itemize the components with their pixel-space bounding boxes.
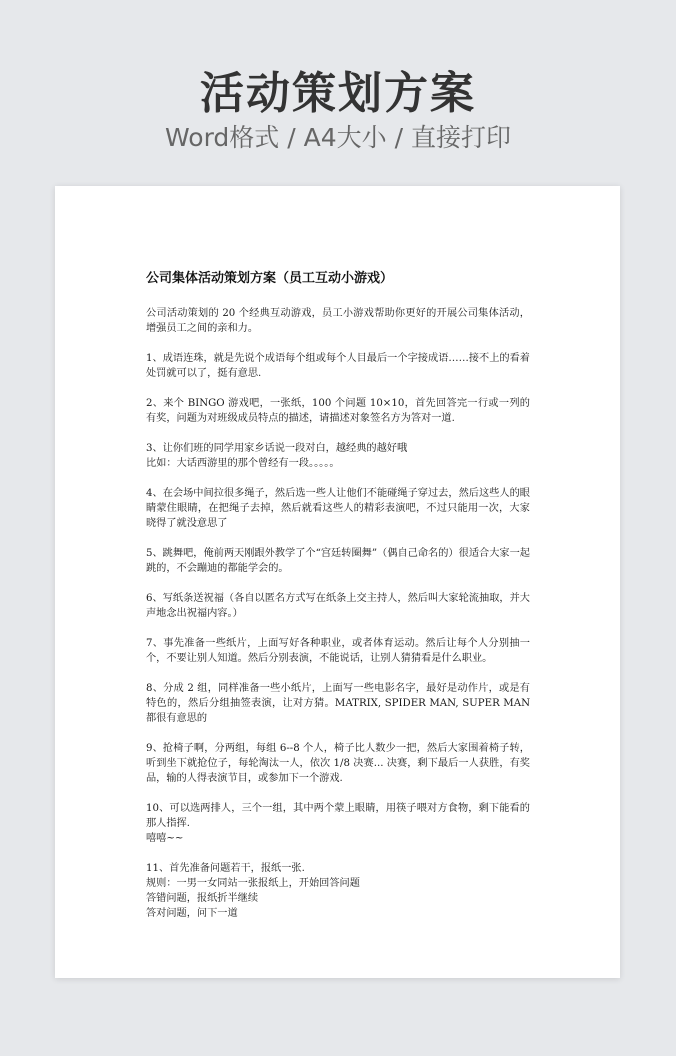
document-sheet: [55, 186, 620, 978]
paragraph-line: 公司活动策划的 20 个经典互动游戏，员工小游戏帮助你更好的开展公司集体活动，增强员工之间的亲和力。: [146, 308, 530, 334]
paragraph-item-9: [146, 741, 530, 786]
paragraph-item-1: [146, 351, 530, 381]
paragraph-line: 2、来个 BINGO 游戏吧，一张纸，100 个问题 10×10，首先回答完一行或一列的有奖，问题为对班级成员特点的描述，请描述对象签名方为答对一道.: [146, 398, 530, 424]
paragraph-line: 4、在会场中间拉很多绳子，然后选一些人让他们不能碰绳子穿过去，然后这些人的眼睛蒙住眼睛，在把绳子去掉，然后就看这些人的精彩表演吧，不过只能用一次，大家晓得了就没意思了: [146, 488, 530, 529]
paragraph-line: 8、分成 2 组，同样准备一些小纸片，上面写一些电影名字，最好是动作片，或是有特色的，然后分组抽签表演，让对方猜。MATRIX, SPIDER MAN, SUPER MAN 都很有意思的: [146, 683, 530, 724]
document-content: [146, 270, 530, 936]
paragraph-item-10: [146, 801, 530, 846]
paragraph-line: 答对问题，问下一道: [146, 908, 238, 919]
document-heading: 公司集体活动策划方案（员工互动小游戏）: [146, 271, 394, 286]
paragraph-line: 11、首先准备问题若干，报纸一张.: [146, 863, 305, 874]
page-title: 活动策划方案: [200, 68, 476, 119]
paragraph-intro: [146, 306, 530, 336]
paragraph-line: 1、成语连珠，就是先说个成语每个组或每个人目最后一个字接成语……接不上的看着处罚就可以了，挺有意思.: [146, 353, 530, 379]
paragraph-line: 10、可以选两排人，三个一组，其中两个蒙上眼睛，用筷子喂对方食物，剩下能看的那人指挥.: [146, 803, 530, 829]
paragraph-line: 规则：一男一女同站一张报纸上，开始回答问题: [146, 878, 360, 889]
paragraph-item-2: [146, 396, 530, 426]
paragraph-line: 7、事先准备一些纸片，上面写好各种职业，或者体育运动。然后让每个人分别抽一个，不要让别人知道。然后分别表演，不能说话，让别人猜猜看是什么职业。: [146, 638, 530, 664]
paragraph-item-11: [146, 861, 530, 921]
paragraph-item-8: [146, 681, 530, 726]
paragraph-item-6: [146, 591, 530, 621]
paragraph-line: 比如：大话西游里的那个曾经有一段。。。。。: [146, 458, 340, 469]
paragraph-item-5: [146, 546, 530, 576]
paragraph-item-4: [146, 486, 530, 531]
paragraph-item-3: [146, 441, 530, 471]
page-subtitle: Word格式 / A4大小 / 直接打印: [165, 123, 511, 152]
paragraph-line: 嘻嘻~~: [146, 833, 184, 844]
paragraph-line: 5、跳舞吧，俺前两天刚跟外教学了个“宫廷转圈舞”（偶自己命名的）很适合大家一起跳的，不会蹦迪的都能学会的。: [146, 548, 530, 574]
paragraph-line: 6、写纸条送祝福（各自以匿名方式写在纸条上交主持人，然后叫大家轮流抽取，并大声地念出祝福内容。）: [146, 593, 530, 619]
paragraph-line: 3、让你们班的同学用家乡话说一段对白，越经典的越好哦: [146, 443, 408, 454]
paragraph-item-7: [146, 636, 530, 666]
paragraph-line: 答错问题，报纸折半继续: [146, 893, 259, 904]
paragraph-line: 9、抢椅子啊，分两组，每组 6--8 个人，椅子比人数少一把，然后大家围着椅子转，听到坐下就抢位子，每轮淘汰一人，依次 1/8 决赛... 决赛，剩下最后一人获胜，有奖品，输的人得表演节目，或参加下一个游戏.: [146, 743, 530, 784]
